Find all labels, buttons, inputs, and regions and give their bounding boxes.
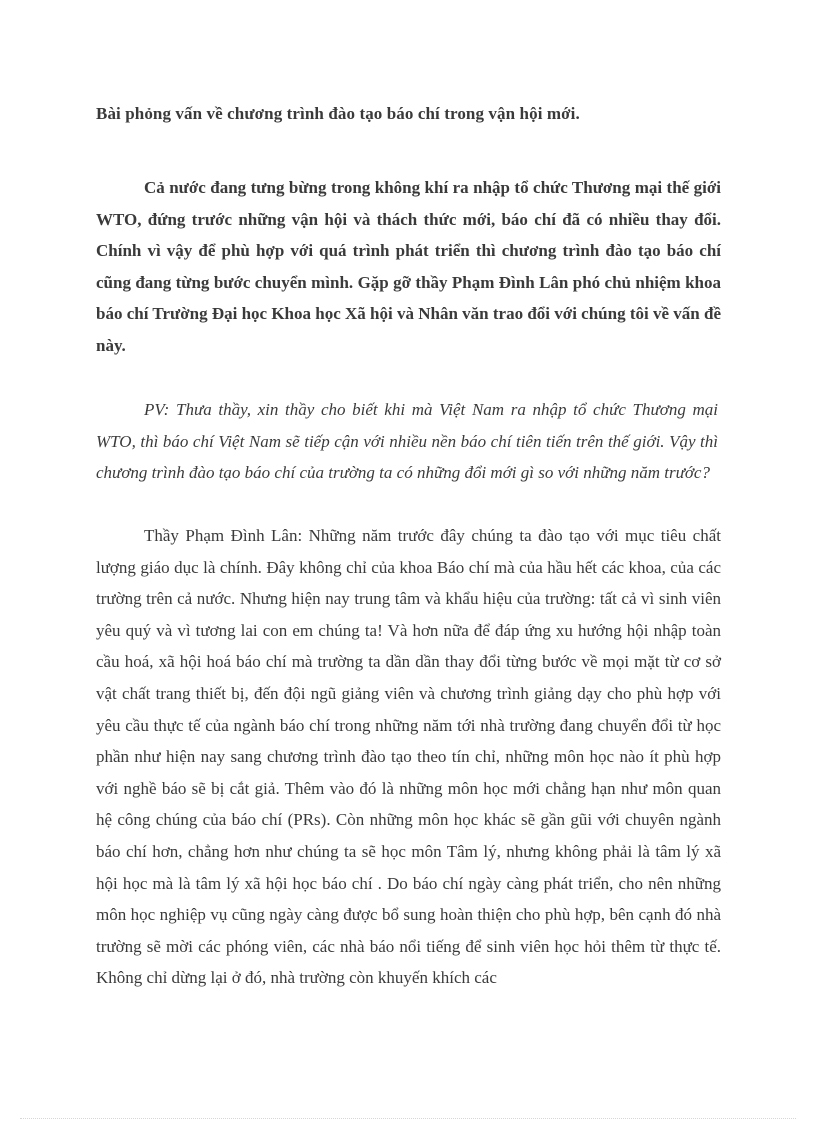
intro-paragraph: Cả nước đang tưng bừng trong không khí ra nhập tổ chức Thương mại thế giới WTO, đứng trước những vận hội và thách thức mới, báo chí đã có nhiều thay đổi. Chính vì vậy để phù hợp với quá trình phát triển thì chương trình đào tạo báo chí cũng đang từng bước chuyển mình. Gặp gỡ thầy Phạm Đình Lân phó chủ nhiệm khoa báo chí Trường Đại học Khoa học Xã hội và Nhân văn trao đổi với chúng tôi về vấn đề này. (96, 178, 721, 355)
interview-answer: Thầy Phạm Đình Lân: Những năm trước đây chúng ta đào tạo với mục tiêu chất lượng giáo dục là chính. Đây không chỉ của khoa Báo chí mà của hầu hết các khoa, của các trường trên cả nước. Nhưng hiện nay trung tâm và khẩu hiệu của trường: tất cả vì sinh viên yêu quý và vì tương lai con em chúng ta! Và hơn nữa để đáp ứng xu hướng hội nhập toàn cầu hoá, xã hội hoá báo chí mà trường ta dần dần thay đổi từng bước về mọi mặt từ cơ sở vật chất trang thiết bị, đến đội ngũ giảng viên và chương trình giảng dạy cho phù hợp với yêu cầu thực tế của ngành báo chí trong những năm tới nhà trường đang chuyển đổi từ học phần như hiện nay sang chương trình đào tạo theo tín chỉ, những môn học nào ít phù hợp với nghề báo sẽ bị cắt giả. Thêm vào đó là những môn học mới chẳng hạn như môn quan hệ công chúng của báo chí (PRs). Còn những môn học khác sẽ gần gũi với chuyên ngành báo chí hơn, chẳng hơn như chúng ta sẽ học môn Tâm lý, nhưng không phải là tâm lý xã hội học mà là tâm lý xã hội học báo chí . Do báo chí ngày càng phát triển, cho nên những môn học nghiệp vụ cũng ngày càng được bổ sung hoàn thiện cho phù hợp, bên cạnh đó nhà trường sẽ mời các phóng viên, các nhà báo nổi tiếng để sinh viên học hỏi thêm từ thực tế. Không chỉ dừng lại ở đó, nhà trường còn khuyến khích các (96, 526, 721, 988)
page-bottom-border (20, 1118, 796, 1119)
interview-question: PV: Thưa thầy, xin thầy cho biết khi mà Việt Nam ra nhập tổ chức Thương mại WTO, thì báo chí Việt Nam sẽ tiếp cận với nhiều nền báo chí tiên tiến trên thế giới. Vậy thì chương trình đào tạo báo chí của trường ta có những đổi mới gì so với những năm trước? (96, 400, 718, 483)
document-title: Bài phỏng vấn về chương trình đào tạo báo chí trong vận hội mới. (96, 104, 580, 123)
